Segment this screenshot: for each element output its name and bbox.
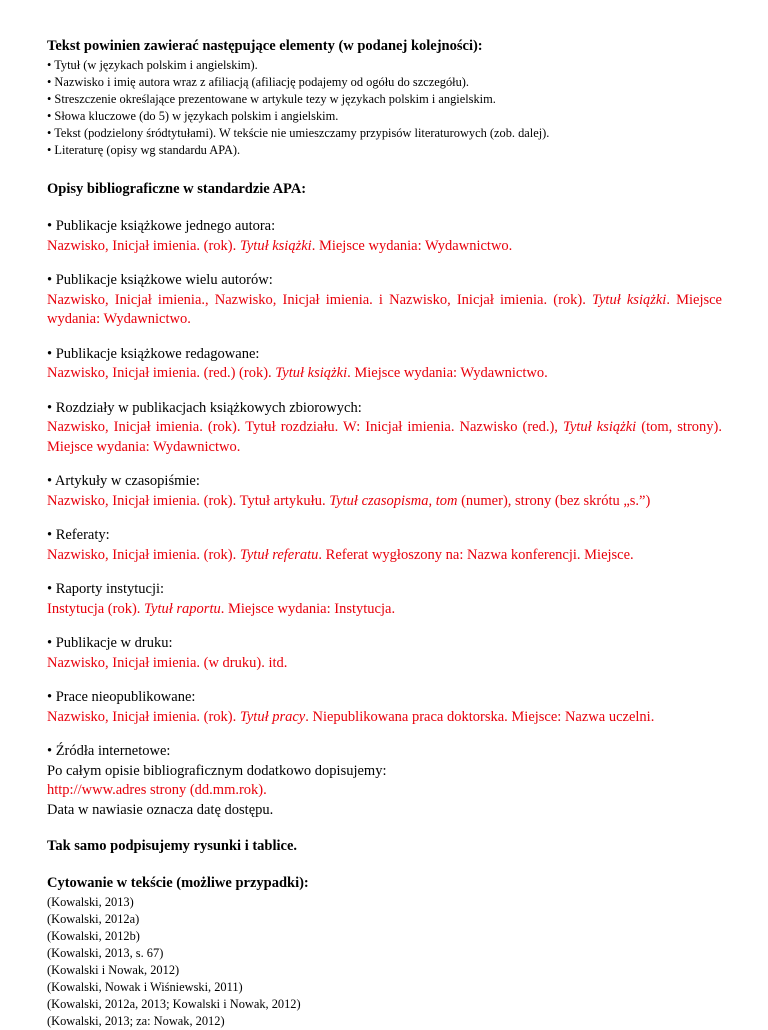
internet-note: Po całym opisie bibliograficznym dodatkowo dopisujemy: [47,762,387,779]
entry-label-chapters: • Rozdziały w publikacjach książkowych zbiorowych: [47,399,362,416]
list-item: • Słowa kluczowe (do 5) w językach polskim i angielskim. [47,109,339,123]
entry-example-single [47,237,722,257]
example-text: . Miejsce wydania: Wydawnictwo. [311,237,513,254]
example-title: Tytuł książki [562,419,637,435]
example-text: Nazwisko, Inicjał imienia. (rok). [47,708,240,725]
example-text: . Niepublikowana praca doktorska. Miejsce: Nazwa uczelni. [305,708,655,725]
example-title: Tytuł referatu [239,546,319,563]
list-item: • Nazwisko i imię autora wraz z afiliacją (afiliację podajemy od ogółu do szczegółu). [47,75,470,89]
entry-label-multi: • Publikacje książkowe wielu autorów: [47,272,273,288]
intro-heading: Tekst powinien zawierać następujące elementy (w podanej kolejności): [47,38,483,54]
list-item: • Tekst (podzielony śródtytułami). W tekście nie umieszczamy przypisów literaturowych (zob. dalej). [47,126,550,140]
document-content [47,37,722,1030]
example-text: Nazwisko, Inicjał imienia. (red.) (rok). [47,365,276,381]
entry-label-reports: • Raporty instytucji: [47,581,165,597]
example-text: (numer), strony (bez skrótu „s.”) [457,492,651,509]
entry-example-multi [47,291,722,330]
example-text: Nazwisko, Inicjał imienia. (rok). [47,237,240,254]
entry-label-internet: • Źródła internetowe: [47,743,171,759]
list-item: • Literaturę (opisy wg standardu APA). [47,143,241,157]
entry-label-articles: • Artykuły w czasopiśmie: [47,473,200,489]
example-text: Nazwisko, Inicjał imienia. (rok). [47,546,240,563]
entry-label-edited: • Publikacje książkowe redagowane: [47,345,260,362]
entry-example-edited [47,364,722,384]
entry-example-unpublished [47,708,722,728]
citations-heading: Cytowanie w tekście (możliwe przypadki): [47,875,309,891]
example-title: Tytuł pracy [239,708,306,725]
example-title: Tytuł raportu [144,600,221,617]
example-title: Tytuł czasopisma [329,492,429,509]
internet-date-note: Data w nawiasie oznacza datę dostępu. [47,801,274,818]
apa-heading: Opisy bibliograficzne w standardzie APA: [47,181,307,197]
example-text: Nazwisko, Inicjał imienia. (rok). Tytuł artykułu. [47,492,330,509]
citation-item: (Kowalski, 2013; za: Nowak, 2012) [47,1014,225,1028]
entry-example-chapters [47,418,722,457]
example-title: Tytuł książki [592,291,667,308]
citation-item: (Kowalski, 2013) [47,895,134,909]
citation-item: (Kowalski, 2012a, 2013; Kowalski i Nowak, 2012) [47,997,301,1011]
list-item: • Streszczenie określające prezentowane w artykule tezy w językach polskim i angielskim. [47,92,496,106]
entry-label-unpublished: • Prace nieopublikowane: [47,689,196,705]
example-text: Nazwisko, Inicjał imienia., Nazwisko, Inicjał imienia. i Nazwisko, Inicjał imienia. (rok). [47,291,592,308]
intro-list [47,57,722,159]
list-item: • Tytuł (w językach polskim i angielskim). [47,58,258,72]
entry-example-inpress: Nazwisko, Inicjał imienia. (w druku). itd. [47,654,288,671]
citation-item: (Kowalski i Nowak, 2012) [47,963,180,977]
example-text: Nazwisko, Inicjał imienia. (rok). Tytuł rozdziału. W: Inicjał imienia. Nazwisko (red.), [47,419,563,435]
entry-label-papers: • Referaty: [47,527,110,543]
example-text: . Referat wygłoszony na: Nazwa konferencji. Miejsce. [318,546,634,563]
entry-example-papers [47,546,722,566]
example-text: Instytucja (rok). [47,600,145,617]
entry-label-inpress: • Publikacje w druku: [47,635,173,651]
example-text: (tom, strony). Miejsce wydania: Wydawnictwo. [47,419,722,455]
example-title: Tytuł książki [239,237,312,254]
example-text: . Miejsce wydania: Instytucja. [220,600,396,617]
example-text: , [428,492,436,509]
citation-item: (Kowalski, 2012a) [47,912,140,926]
example-volume: tom [435,492,458,509]
example-text: . Miejsce wydania: Wydawnictwo. [347,365,548,381]
citation-item: (Kowalski, 2012b) [47,929,140,943]
example-text: . Miejsce wydania: Wydawnictwo. [47,291,722,327]
entry-label-single: • Publikacje książkowe jednego autora: [47,218,276,234]
internet-url-example: http://www.adres strony (dd.mm.rok). [47,782,267,798]
figures-note: Tak samo podpisujemy rysunki i tablice. [47,838,298,854]
entry-example-articles [47,492,722,512]
example-title: Tytuł książki [275,365,348,381]
citation-item: (Kowalski, 2013, s. 67) [47,946,164,960]
citation-item: (Kowalski, Nowak i Wiśniewski, 2011) [47,980,243,994]
entry-example-reports [47,600,722,620]
